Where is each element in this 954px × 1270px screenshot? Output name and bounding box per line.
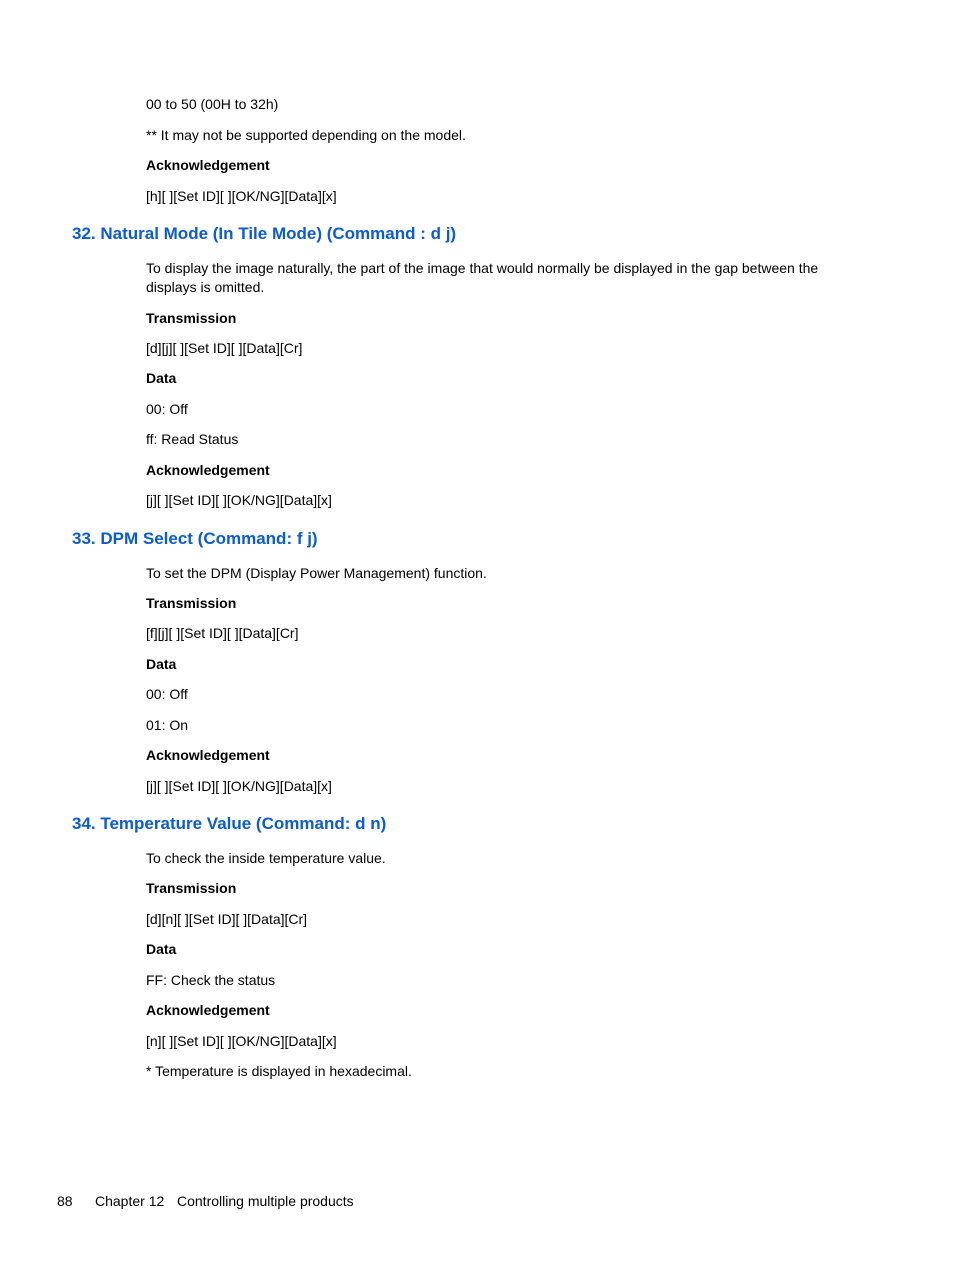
acknowledgement-value: [h][ ][Set ID][ ][OK/NG][Data][x] bbox=[146, 188, 337, 204]
section-heading-dpm-select: 33. DPM Select (Command: f j) bbox=[72, 529, 318, 548]
section-description: To display the image naturally, the part of the image that would normally be displayed in the gap between the displays is omitted. bbox=[146, 260, 819, 295]
data-value: 00: Off bbox=[146, 686, 188, 702]
acknowledgement-label: Acknowledgement bbox=[146, 747, 270, 763]
data-range-text: 00 to 50 (00H to 32h) bbox=[146, 96, 279, 112]
data-label: Data bbox=[146, 941, 177, 957]
acknowledgement-label: Acknowledgement bbox=[146, 157, 270, 173]
page-number: 88 bbox=[57, 1193, 73, 1209]
section-heading-temperature-value: 34. Temperature Value (Command: d n) bbox=[72, 814, 387, 833]
data-value: 01: On bbox=[146, 717, 189, 733]
section-description: To set the DPM (Display Power Management) function. bbox=[146, 565, 487, 581]
temperature-footnote: * Temperature is displayed in hexadecimal. bbox=[146, 1063, 412, 1079]
data-label: Data bbox=[146, 656, 177, 672]
transmission-label: Transmission bbox=[146, 595, 237, 611]
transmission-value: [d][j][ ][Set ID][ ][Data][Cr] bbox=[146, 340, 303, 356]
footer-chapter: Chapter 12 bbox=[95, 1193, 165, 1209]
transmission-value: [f][j][ ][Set ID][ ][Data][Cr] bbox=[146, 625, 299, 641]
data-value: FF: Check the status bbox=[146, 972, 276, 988]
footer-chapter-title: Controlling multiple products bbox=[177, 1193, 354, 1209]
section-heading-natural-mode: 32. Natural Mode (In Tile Mode) (Command : d j) bbox=[72, 224, 457, 243]
section-description: To check the inside temperature value. bbox=[146, 850, 386, 866]
transmission-label: Transmission bbox=[146, 310, 237, 326]
model-support-note: ** It may not be supported depending on the model. bbox=[146, 127, 466, 143]
data-value: ff: Read Status bbox=[146, 431, 239, 447]
acknowledgement-label: Acknowledgement bbox=[146, 462, 270, 478]
transmission-label: Transmission bbox=[146, 880, 237, 896]
acknowledgement-label: Acknowledgement bbox=[146, 1002, 270, 1018]
transmission-value: [d][n][ ][Set ID][ ][Data][Cr] bbox=[146, 911, 308, 927]
data-value: 00: Off bbox=[146, 401, 188, 417]
acknowledgement-value: [j][ ][Set ID][ ][OK/NG][Data][x] bbox=[146, 492, 332, 508]
data-label: Data bbox=[146, 370, 177, 386]
acknowledgement-value: [j][ ][Set ID][ ][OK/NG][Data][x] bbox=[146, 778, 332, 794]
acknowledgement-value: [n][ ][Set ID][ ][OK/NG][Data][x] bbox=[146, 1033, 337, 1049]
